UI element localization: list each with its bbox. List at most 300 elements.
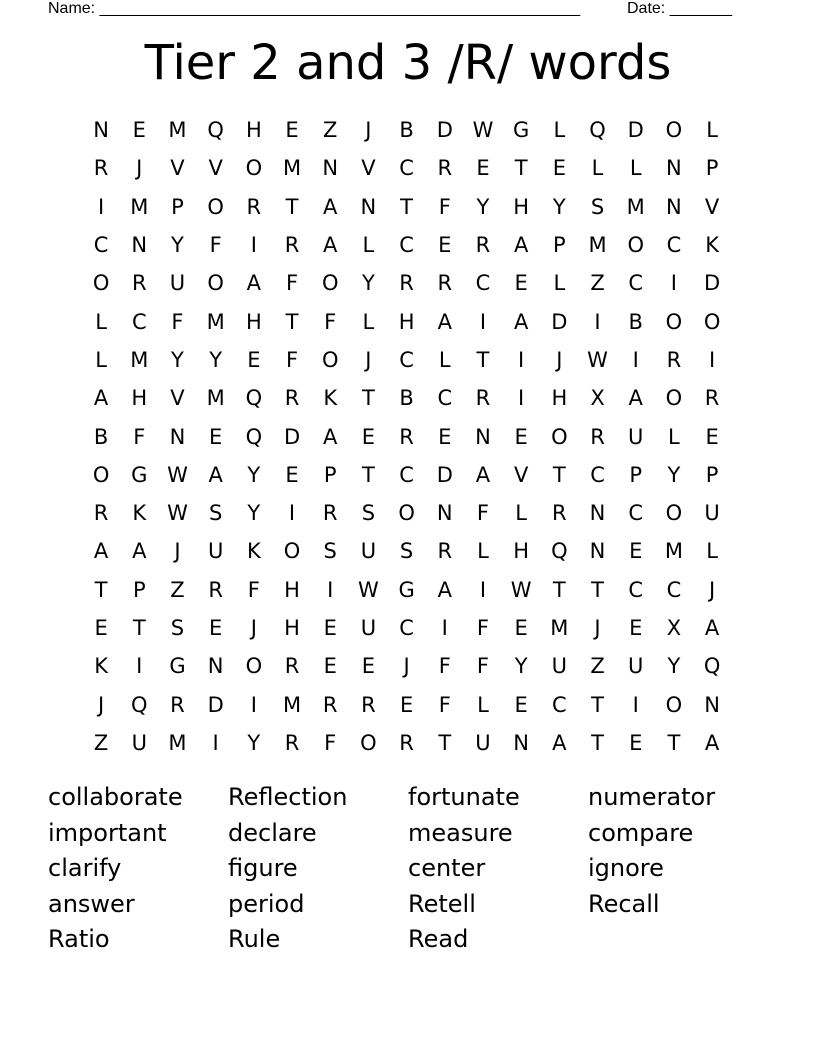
grid-letter[interactable]: Y <box>667 654 681 679</box>
grid-letter[interactable]: T <box>591 577 604 602</box>
grid-letter[interactable]: C <box>475 271 491 296</box>
grid-letter[interactable]: N <box>589 501 606 526</box>
grid-letter[interactable]: U <box>207 539 224 564</box>
grid-letter[interactable]: E <box>361 424 376 449</box>
grid-letter[interactable]: S <box>361 501 376 526</box>
grid-letter[interactable]: A <box>552 730 567 755</box>
grid-letter[interactable]: Y <box>171 233 184 258</box>
word-list-item <box>588 922 768 958</box>
grid-letter[interactable]: W <box>167 501 188 526</box>
grid-letter[interactable]: Y <box>247 462 261 487</box>
grid-letter[interactable]: C <box>590 462 605 487</box>
grid-letter[interactable]: P <box>705 156 719 181</box>
grid-letter[interactable]: F <box>476 654 490 679</box>
grid-letter[interactable]: E <box>552 156 566 181</box>
grid-letter[interactable]: F <box>171 309 184 334</box>
grid-letter[interactable]: L <box>668 424 680 449</box>
grid-letter[interactable]: R <box>666 347 682 372</box>
grid-letter[interactable]: E <box>94 616 108 640</box>
grid-letter[interactable]: F <box>285 347 299 372</box>
grid-letter[interactable]: T <box>591 730 604 755</box>
grid-letter[interactable]: M <box>206 386 225 411</box>
grid-letter[interactable]: O <box>207 271 224 296</box>
grid-letter[interactable]: C <box>628 271 644 296</box>
grid-letter[interactable]: L <box>477 539 489 564</box>
grid-letter[interactable]: C <box>552 692 567 717</box>
grid-letter[interactable]: R <box>93 156 109 181</box>
grid-letter[interactable]: E <box>361 654 376 679</box>
grid-letter[interactable]: Y <box>552 194 566 219</box>
grid-letter[interactable]: B <box>93 424 109 449</box>
grid-letter[interactable]: U <box>475 730 491 755</box>
grid-letter[interactable]: I <box>97 194 105 219</box>
grid-letter[interactable]: D <box>436 462 453 487</box>
grid-letter[interactable]: I <box>518 347 525 372</box>
grid-letter[interactable]: L <box>362 309 375 334</box>
grid-letter[interactable]: X <box>666 616 682 640</box>
grid-letter[interactable]: M <box>282 156 302 181</box>
grid-letter[interactable]: F <box>324 730 337 755</box>
grid-letter[interactable]: F <box>476 616 490 640</box>
grid-letter[interactable]: L <box>95 309 107 334</box>
grid-letter[interactable]: K <box>94 654 108 679</box>
grid-letter[interactable]: N <box>475 424 491 449</box>
grid-letter[interactable]: B <box>399 386 414 411</box>
grid-letter[interactable]: H <box>513 194 530 219</box>
grid-letter[interactable]: V <box>513 462 529 487</box>
grid-letter[interactable]: J <box>403 654 410 679</box>
grid-letter[interactable]: Z <box>323 118 338 143</box>
grid-letter[interactable]: W <box>510 577 532 602</box>
grid-letter[interactable]: J <box>136 156 143 181</box>
grid-letter[interactable]: R <box>437 539 453 564</box>
word-list-item: collaborate <box>48 783 183 811</box>
grid-letter[interactable]: C <box>399 347 414 372</box>
grid-letter[interactable]: F <box>438 654 451 679</box>
grid-letter[interactable]: I <box>288 501 296 526</box>
grid-letter[interactable]: L <box>477 692 489 717</box>
grid-letter[interactable]: D <box>283 424 301 449</box>
grid-letter[interactable]: A <box>208 462 223 487</box>
grid-letter[interactable]: T <box>94 577 108 602</box>
grid-letter[interactable]: R <box>437 156 453 181</box>
grid-letter[interactable]: N <box>360 194 377 219</box>
grid-letter[interactable]: A <box>628 386 643 411</box>
grid-letter[interactable]: E <box>629 730 643 755</box>
grid-letter[interactable]: M <box>130 347 149 372</box>
grid-letter[interactable]: K <box>246 539 261 564</box>
grid-letter[interactable]: H <box>284 616 300 640</box>
grid-letter[interactable]: N <box>666 156 682 181</box>
grid-letter[interactable]: G <box>398 577 415 602</box>
word-list-item: answer <box>48 889 135 918</box>
grid-letter[interactable]: Y <box>209 347 223 372</box>
grid-letter[interactable]: C <box>666 233 682 258</box>
grid-letter[interactable]: E <box>323 654 337 679</box>
grid-letter[interactable]: H <box>284 577 300 602</box>
grid-letter[interactable]: M <box>588 233 607 258</box>
grid-letter[interactable]: W <box>167 462 188 487</box>
grid-letter[interactable]: S <box>399 539 414 564</box>
grid-letter[interactable]: F <box>324 309 337 334</box>
grid-letter[interactable]: M <box>664 539 683 564</box>
grid-letter[interactable]: A <box>475 462 491 487</box>
grid-letter[interactable]: H <box>398 309 415 334</box>
grid-letter[interactable]: R <box>322 692 338 717</box>
grid-letter[interactable]: D <box>551 309 568 334</box>
grid-letter[interactable]: A <box>132 539 147 564</box>
grid-letter[interactable]: L <box>95 347 107 372</box>
grid-letter[interactable]: C <box>131 309 147 334</box>
grid-letter[interactable]: L <box>553 271 566 296</box>
grid-letter[interactable]: I <box>327 577 334 602</box>
grid-letter[interactable]: T <box>361 462 375 487</box>
grid-letter[interactable]: F <box>285 271 299 296</box>
grid-letter[interactable]: E <box>132 118 146 143</box>
grid-letter[interactable]: R <box>399 271 414 296</box>
grid-letter[interactable]: N <box>704 692 720 717</box>
grid-letter[interactable]: E <box>247 347 261 372</box>
grid-letter[interactable]: O <box>627 233 644 258</box>
grid-letter[interactable]: R <box>284 233 300 258</box>
grid-letter[interactable]: N <box>93 118 109 143</box>
grid-letter[interactable]: I <box>632 692 639 717</box>
grid-letter[interactable]: L <box>591 156 604 181</box>
grid-letter[interactable]: E <box>629 616 643 640</box>
grid-letter[interactable]: R <box>704 386 720 411</box>
grid-letter[interactable]: A <box>93 539 109 564</box>
grid-letter[interactable]: W <box>587 347 608 372</box>
grid-letter[interactable]: E <box>438 424 452 449</box>
grid-letter[interactable]: R <box>284 386 300 411</box>
grid-letter[interactable]: N <box>513 730 530 755</box>
grid-letter[interactable]: F <box>209 233 222 258</box>
grid-letter[interactable]: H <box>245 118 262 143</box>
grid-letter[interactable]: P <box>629 462 643 487</box>
grid-letter[interactable]: L <box>629 156 642 181</box>
grid-letter[interactable]: E <box>285 118 299 143</box>
grid-letter[interactable]: Y <box>476 194 490 219</box>
grid-letter[interactable]: E <box>629 539 643 564</box>
grid-letter[interactable]: N <box>322 156 339 181</box>
grid-letter[interactable]: A <box>704 616 720 640</box>
grid-letter[interactable]: U <box>360 616 377 640</box>
grid-letter[interactable]: K <box>132 501 147 526</box>
grid-letter[interactable]: T <box>285 194 299 219</box>
grid-letter[interactable]: C <box>93 233 109 258</box>
grid-letter[interactable]: C <box>399 462 414 487</box>
grid-letter[interactable]: F <box>247 577 260 602</box>
grid-letter[interactable]: I <box>479 577 487 602</box>
grid-letter[interactable]: V <box>704 194 720 219</box>
grid-letter[interactable]: U <box>628 654 644 679</box>
word-list-item: Retell <box>408 889 476 918</box>
grid-letter[interactable]: S <box>208 501 223 526</box>
grid-letter[interactable]: E <box>705 424 719 449</box>
grid-letter[interactable]: I <box>250 692 257 717</box>
grid-letter[interactable]: J <box>594 616 601 640</box>
grid-letter[interactable]: L <box>706 539 718 564</box>
grid-letter[interactable]: A <box>246 271 262 296</box>
grid-letter[interactable]: C <box>628 501 644 526</box>
grid-letter[interactable]: A <box>323 194 338 219</box>
grid-letter[interactable]: Q <box>207 118 224 143</box>
grid-letter[interactable]: I <box>594 309 601 334</box>
grid-letter[interactable]: E <box>476 156 490 181</box>
grid-letter[interactable]: N <box>207 654 224 679</box>
grid-letter[interactable]: A <box>323 424 338 449</box>
grid-letter[interactable]: H <box>551 386 568 411</box>
grid-letter[interactable]: A <box>93 386 109 411</box>
grid-letter[interactable]: Y <box>247 501 261 526</box>
grid-letter[interactable]: E <box>323 616 337 640</box>
grid-letter[interactable]: M <box>130 194 149 219</box>
grid-letter[interactable]: O <box>92 462 110 487</box>
grid-letter[interactable]: S <box>590 194 605 219</box>
grid-letter[interactable]: A <box>704 730 720 755</box>
grid-letter[interactable]: G <box>131 462 148 487</box>
grid-letter[interactable]: T <box>400 194 413 219</box>
grid-letter[interactable]: Z <box>170 577 185 602</box>
grid-letter[interactable]: O <box>245 156 263 181</box>
grid-letter[interactable]: T <box>361 386 375 411</box>
word-list-item: important <box>48 818 167 847</box>
grid-letter[interactable]: J <box>174 539 181 564</box>
grid-letter[interactable]: N <box>169 424 186 449</box>
grid-letter[interactable]: W <box>472 118 494 143</box>
grid-letter[interactable]: O <box>283 539 301 564</box>
grid-letter[interactable]: O <box>92 271 110 296</box>
grid-letter[interactable]: O <box>665 501 683 526</box>
grid-letter[interactable]: O <box>360 730 377 755</box>
grid-letter[interactable]: Y <box>514 654 528 679</box>
grid-letter[interactable]: Z <box>93 730 109 755</box>
grid-letter[interactable]: F <box>438 194 451 219</box>
grid-letter[interactable]: L <box>706 118 718 143</box>
grid-letter[interactable]: S <box>170 616 185 640</box>
grid-letter[interactable]: P <box>553 233 566 258</box>
grid-letter[interactable]: I <box>479 309 487 334</box>
grid-letter[interactable]: K <box>323 386 338 411</box>
grid-letter[interactable]: Y <box>361 271 375 296</box>
grid-letter[interactable]: T <box>591 692 604 717</box>
grid-letter[interactable]: D <box>207 692 224 717</box>
grid-letter[interactable]: U <box>360 539 377 564</box>
grid-letter[interactable]: M <box>168 118 187 143</box>
grid-letter[interactable]: M <box>206 309 225 334</box>
grid-letter[interactable]: P <box>705 462 719 487</box>
grid-letter[interactable]: R <box>590 424 605 449</box>
grid-letter[interactable]: O <box>665 692 683 717</box>
grid-letter[interactable]: M <box>168 730 187 755</box>
grid-letter[interactable]: O <box>207 194 224 219</box>
grid-letter[interactable]: B <box>399 118 414 143</box>
grid-letter[interactable]: R <box>437 271 453 296</box>
grid-letter[interactable]: R <box>131 271 147 296</box>
grid-letter[interactable]: O <box>703 309 721 334</box>
grid-letter[interactable]: O <box>665 118 683 143</box>
grid-letter[interactable]: G <box>169 654 186 679</box>
grid-letter[interactable]: J <box>556 347 563 372</box>
grid-letter[interactable]: F <box>476 501 490 526</box>
grid-letter[interactable]: I <box>250 233 257 258</box>
grid-letter[interactable]: R <box>170 692 185 717</box>
grid-letter[interactable]: R <box>208 577 223 602</box>
grid-letter[interactable]: E <box>514 616 528 640</box>
grid-letter[interactable]: U <box>169 271 186 296</box>
grid-letter[interactable]: Z <box>590 271 605 296</box>
grid-letter[interactable]: R <box>284 654 300 679</box>
grid-letter[interactable]: J <box>708 577 716 602</box>
grid-letter[interactable]: Q <box>131 692 148 717</box>
grid-letter[interactable]: E <box>514 692 528 717</box>
grid-letter[interactable]: W <box>358 577 379 602</box>
grid-letter[interactable]: U <box>551 654 568 679</box>
grid-letter[interactable]: Q <box>703 654 721 679</box>
grid-letter[interactable]: C <box>399 233 414 258</box>
grid-letter[interactable]: R <box>399 730 414 755</box>
grid-letter[interactable]: T <box>552 462 566 487</box>
word-list-item: Ratio <box>48 925 110 953</box>
grid-letter[interactable]: N <box>589 539 606 564</box>
grid-letter[interactable]: J <box>250 616 257 640</box>
grid-letter[interactable]: U <box>704 501 720 526</box>
grid-letter[interactable]: B <box>628 309 643 334</box>
grid-letter[interactable]: O <box>245 654 263 679</box>
grid-letter[interactable]: A <box>323 233 338 258</box>
grid-letter[interactable]: A <box>513 233 529 258</box>
grid-letter[interactable]: I <box>441 616 448 640</box>
grid-letter[interactable]: T <box>552 577 566 602</box>
grid-letter[interactable]: E <box>209 616 223 640</box>
grid-letter[interactable]: R <box>322 501 338 526</box>
grid-letter[interactable]: N <box>131 233 148 258</box>
grid-letter[interactable]: F <box>133 424 146 449</box>
grid-letter[interactable]: T <box>132 616 146 640</box>
grid-letter[interactable]: H <box>513 539 530 564</box>
grid-letter[interactable]: D <box>704 271 721 296</box>
grid-letter[interactable]: Q <box>245 386 263 411</box>
grid-letter[interactable]: I <box>212 730 219 755</box>
grid-letter[interactable]: O <box>551 424 568 449</box>
grid-letter[interactable]: R <box>93 501 109 526</box>
grid-letter[interactable]: T <box>285 309 299 334</box>
grid-letter[interactable]: C <box>399 616 414 640</box>
word-list-item: Read <box>408 925 469 953</box>
grid-letter[interactable]: N <box>436 501 453 526</box>
grid-letter[interactable]: T <box>667 730 681 755</box>
grid-letter[interactable]: D <box>627 118 644 143</box>
grid-letter[interactable]: Q <box>551 539 568 564</box>
grid-letter[interactable]: T <box>476 347 490 372</box>
grid-letter[interactable]: J <box>365 347 372 372</box>
grid-letter[interactable]: A <box>437 577 452 602</box>
grid-letter[interactable]: V <box>170 386 185 411</box>
grid-letter[interactable]: A <box>437 309 452 334</box>
grid-letter[interactable]: M <box>282 692 302 717</box>
grid-letter[interactable]: E <box>438 233 452 258</box>
grid-letter[interactable]: D <box>436 118 453 143</box>
grid-letter[interactable]: O <box>398 501 415 526</box>
grid-letter[interactable]: G <box>513 118 530 143</box>
grid-letter[interactable]: O <box>321 271 339 296</box>
grid-letter[interactable]: C <box>666 577 682 602</box>
grid-letter[interactable]: V <box>208 156 223 181</box>
grid-letter[interactable]: R <box>399 424 414 449</box>
word-list-item: Rule <box>228 925 281 953</box>
grid-letter[interactable]: K <box>705 233 719 258</box>
grid-letter[interactable]: V <box>361 156 376 181</box>
grid-letter[interactable]: R <box>361 692 376 717</box>
grid-letter[interactable]: U <box>628 424 644 449</box>
grid-letter[interactable]: Y <box>171 347 184 372</box>
grid-letter[interactable]: N <box>666 194 682 219</box>
grid-letter[interactable]: P <box>323 462 337 487</box>
grid-letter[interactable]: E <box>285 462 299 487</box>
word-search-grid[interactable] <box>82 111 732 762</box>
grid-letter[interactable]: E <box>399 692 414 717</box>
grid-letter[interactable]: I <box>632 347 639 372</box>
grid-letter[interactable]: E <box>514 424 528 449</box>
grid-letter[interactable]: A <box>513 309 529 334</box>
grid-letter[interactable]: O <box>321 347 339 372</box>
grid-letter[interactable]: J <box>97 692 105 717</box>
name-line[interactable]: Name: ______________________________________________________ <box>48 0 581 17</box>
grid-letter[interactable]: L <box>515 501 527 526</box>
grid-letter[interactable]: T <box>438 730 452 755</box>
grid-letter[interactable]: H <box>131 386 148 411</box>
grid-letter[interactable]: Y <box>667 462 681 487</box>
grid-letter[interactable]: S <box>323 539 337 564</box>
grid-letter[interactable]: C <box>399 156 414 181</box>
grid-letter[interactable]: R <box>246 194 262 219</box>
grid-letter[interactable]: R <box>284 730 300 755</box>
grid-letter[interactable]: I <box>136 654 143 679</box>
grid-letter[interactable]: C <box>628 577 644 602</box>
grid-letter[interactable]: I <box>670 271 677 296</box>
grid-letter[interactable]: L <box>362 233 375 258</box>
date-line[interactable]: Date: _______ <box>627 0 732 17</box>
grid-letter[interactable]: X <box>590 386 605 411</box>
grid-letter[interactable]: F <box>438 692 451 717</box>
grid-letter[interactable]: V <box>170 156 185 181</box>
grid-letter[interactable]: Q <box>589 118 606 143</box>
grid-letter[interactable]: P <box>171 194 184 219</box>
grid-letter[interactable]: Y <box>247 730 261 755</box>
grid-letter[interactable]: R <box>552 501 567 526</box>
grid-letter[interactable]: H <box>245 309 262 334</box>
grid-letter[interactable]: O <box>665 309 683 334</box>
grid-letter[interactable]: R <box>475 233 491 258</box>
grid-letter[interactable]: R <box>475 386 491 411</box>
grid-letter[interactable]: L <box>553 118 566 143</box>
grid-letter[interactable]: C <box>437 386 453 411</box>
grid-letter[interactable]: I <box>518 386 525 411</box>
grid-letter[interactable]: I <box>708 347 716 372</box>
grid-letter[interactable]: E <box>209 424 223 449</box>
grid-letter[interactable]: M <box>550 616 569 640</box>
grid-letter[interactable]: J <box>365 118 372 143</box>
grid-letter[interactable]: Z <box>590 654 605 679</box>
grid-letter[interactable]: U <box>131 730 147 755</box>
grid-letter[interactable]: M <box>626 194 645 219</box>
grid-letter[interactable]: T <box>514 156 528 181</box>
grid-letter[interactable]: O <box>665 386 683 411</box>
grid-letter[interactable]: Q <box>245 424 263 449</box>
grid-letter[interactable]: E <box>514 271 528 296</box>
grid-letter[interactable]: P <box>132 577 146 602</box>
grid-letter[interactable]: L <box>438 347 451 372</box>
